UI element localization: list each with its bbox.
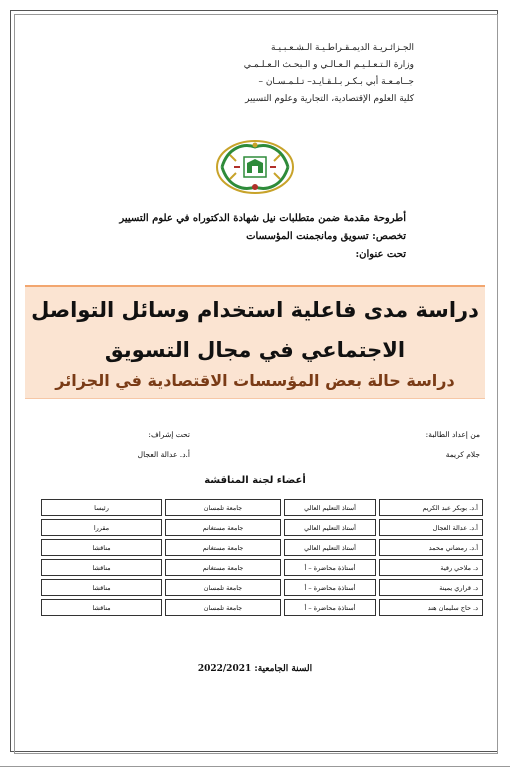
member-university: جامعة مستغانم [165, 519, 281, 536]
supervisor-label: تحت إشراف: [148, 430, 190, 439]
title-box [25, 285, 485, 399]
member-role: مناقشا [41, 539, 162, 556]
table-row [41, 559, 483, 576]
title-subtitle: دراسة حالة بعض المؤسسات الاقتصادية في الجزائر [55, 371, 455, 390]
faculty-line: كلية العلوم الإقتصادية، التجارية وعلوم التسيير [245, 94, 414, 104]
member-university: جامعة تلمسان [165, 579, 281, 596]
member-university: جامعة مستغانم [165, 539, 281, 556]
member-name: د. قراري يمينة [379, 579, 483, 596]
academic-year [0, 664, 510, 674]
thesis-purpose: أطروحة مقدمة ضمن متطلبات نيل شهادة الدكتوراه في علوم التسيير [119, 213, 406, 224]
member-role: مقررا [41, 519, 162, 536]
institution-header [114, 40, 414, 108]
supervisor-name: أ.د. عدالة العجال [137, 450, 190, 459]
thesis-under-title: تحت عنوان: [355, 249, 406, 260]
member-rank: أستاذة محاضرة – أ [284, 579, 376, 596]
title-line-1: دراسة مدى فاعلية استخدام وسائل التواصل [31, 298, 479, 322]
committee-heading: أعضاء لجنة المناقشة [204, 475, 306, 486]
member-name: أ.د. رمضاني محمد [379, 539, 483, 556]
table-row [41, 519, 483, 536]
member-role: مناقشا [41, 579, 162, 596]
member-name: أ.د. بوبكر عبد الكريم [379, 499, 483, 516]
table-row [41, 499, 483, 516]
member-name: د. حاج سليمان هند [379, 599, 483, 616]
member-university: جامعة مستغانم [165, 559, 281, 576]
country-line: الجـزائـريـة الديمـقـراطـيـة الـشـعـبـيـة [271, 43, 414, 53]
thesis-specialty: تخصص: تسويق ومانجمنت المؤسسات [246, 231, 406, 242]
committee-table [38, 496, 486, 619]
member-role: مناقشا [41, 559, 162, 576]
member-role: مناقشا [41, 599, 162, 616]
page-bottom-rule [0, 766, 510, 767]
member-role: رئيسا [41, 499, 162, 516]
ministry-line: وزارة الـتـعـلـيـم الـعـالـي و الـبحـث الـعـلـمـي [243, 60, 414, 70]
table-row [41, 539, 483, 556]
academic-year-label: السنة الجامعية: [254, 664, 313, 674]
prepared-name: جلام كريمة [445, 450, 480, 459]
member-university: جامعة تلمسان [165, 599, 281, 616]
table-row [41, 599, 483, 616]
academic-year-value: 2022/2021 [197, 664, 252, 674]
member-rank: أستاذ التعليم العالي [284, 539, 376, 556]
member-rank: أستاذة محاضرة – أ [284, 599, 376, 616]
title-line-2: الاجتماعي في مجال التسويق [104, 338, 406, 362]
table-row [41, 579, 483, 596]
university-logo-icon [214, 137, 296, 197]
member-rank: أستاذ التعليم العالي [284, 499, 376, 516]
member-rank: أستاذة محاضرة – أ [284, 559, 376, 576]
member-university: جامعة تلمسان [165, 499, 281, 516]
member-name: أ.د. عدالة العجال [379, 519, 483, 536]
university-line: جــامـعـة أبي بـكـر بـلـقـايـد– تـلـمـسـان – [258, 77, 414, 87]
thesis-info [86, 210, 406, 264]
supervised-by [90, 425, 190, 465]
prepared-by [340, 425, 480, 465]
prepared-label: من إعداد الطالبة: [425, 430, 480, 439]
member-rank: أستاذ التعليم العالي [284, 519, 376, 536]
member-name: د. ملاحي رقية [379, 559, 483, 576]
